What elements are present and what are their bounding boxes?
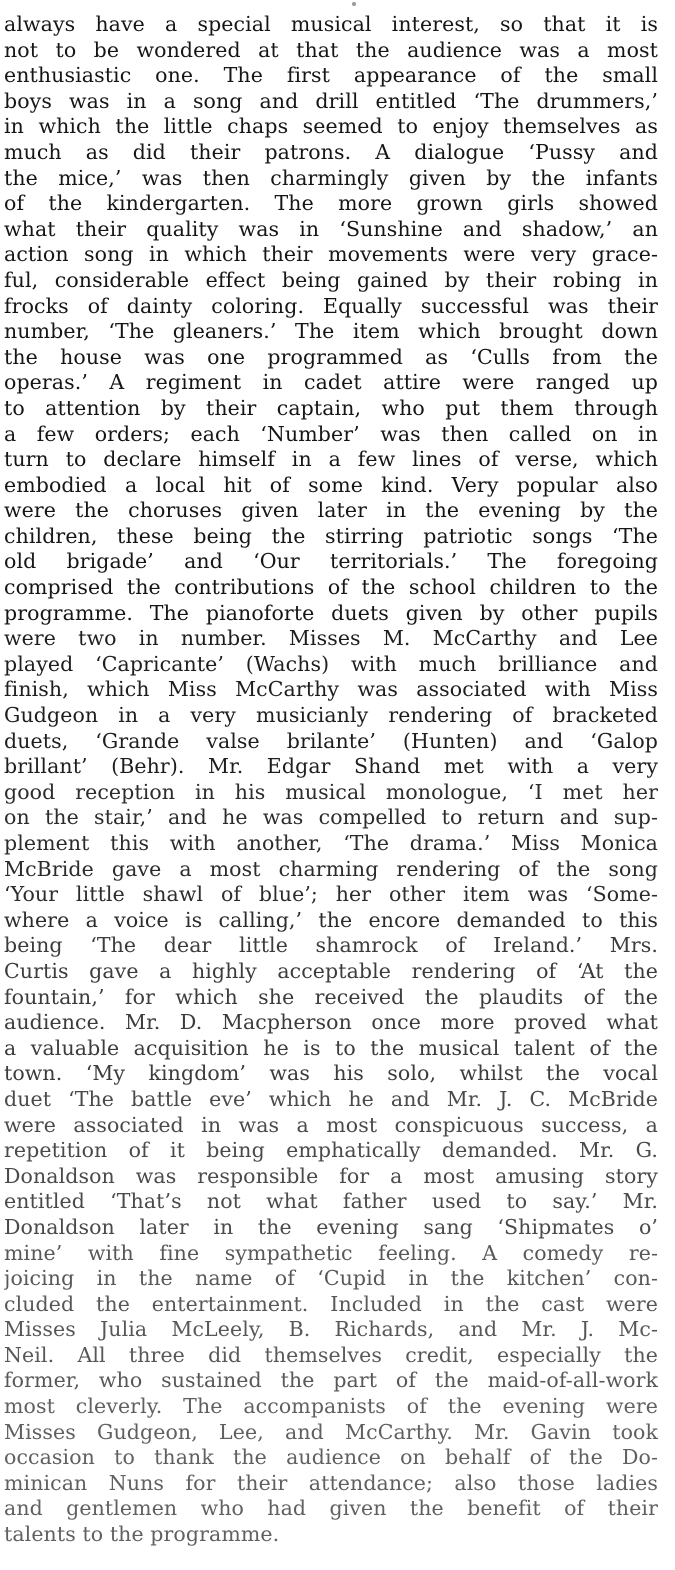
article-line: what their quality was in ‘Sunshine and shadow,’ an (4, 216, 658, 241)
article-line: duet ‘The battle eve’ which he and Mr. J. C. McBride (4, 1086, 658, 1111)
article-line: brillant’ (Behr). Mr. Edgar Shand met with a very (4, 754, 658, 779)
print-speck (352, 2, 356, 6)
article-line: were associated in was a most conspicuous success, a (4, 1112, 658, 1137)
article-line: to attention by their captain, who put them through (4, 395, 658, 420)
article-line: operas.’ A regiment in cadet attire were ranged up (4, 370, 658, 395)
article-line: duets, ‘Grande valse brilante’ (Hunten) and ‘Galop (4, 728, 658, 753)
article-line: children, these being the stirring patriotic songs ‘The (4, 523, 658, 548)
article-line: Gudgeon in a very musicianly rendering of bracketed (4, 703, 658, 728)
article-line: on the stair,’ and he was compelled to return and sup- (4, 805, 658, 830)
article-line: the house was one programmed as ‘Culls from the (4, 344, 658, 369)
article-line: old brigade’ and ‘Our territorials.’ The foregoing (4, 549, 658, 574)
article-line: entitled ‘That’s not what father used to say.’ Mr. (4, 1189, 658, 1214)
article-line: where a voice is calling,’ the encore demanded to this (4, 907, 658, 932)
article-line: audience. Mr. D. Macpherson once more proved what (4, 1010, 658, 1035)
article-line: McBride gave a most charming rendering of the song (4, 856, 658, 881)
article-line: most cleverly. The accompanists of the evening were (4, 1394, 658, 1419)
article-line: the mice,’ was then charmingly given by the infants (4, 165, 658, 190)
article-line: talents to the programme. (4, 1522, 280, 1547)
article-line: programme. The pianoforte duets given by other pupils (4, 600, 658, 625)
article-line: boys was in a song and drill entitled ‘The drummers,’ (4, 88, 658, 113)
article-line: not to be wondered at that the audience was a most (4, 37, 658, 62)
article-line: good reception in his musical monologue, ‘I met her (4, 779, 658, 804)
article-line: fountain,’ for which she received the plaudits of the (4, 984, 658, 1009)
article-line: repetition of it being emphatically demanded. Mr. G. (4, 1138, 658, 1163)
article-line: played ‘Capricante’ (Wachs) with much brilliance and (4, 651, 658, 676)
article-line: turn to declare himself in a few lines of verse, which (4, 447, 658, 472)
article-line: and gentlemen who had given the benefit of their (4, 1496, 658, 1521)
article-line: were the choruses given later in the evening by the (4, 498, 658, 523)
article-line: cluded the entertainment. Included in the cast were (4, 1291, 658, 1316)
article-line: number, ‘The gleaners.’ The item which brought down (4, 319, 658, 344)
article-line: Donaldson was responsible for a most amusing story (4, 1163, 658, 1188)
article-line: mine’ with fine sympathetic feeling. A comedy re- (4, 1240, 658, 1265)
article-column (4, 12, 658, 1548)
article-line: of the kindergarten. The more grown girls showed (4, 191, 658, 216)
article-line: always have a special musical interest, so that it is (4, 12, 658, 36)
article-line: ‘Your little shawl of blue’; her other item was ‘Some- (4, 882, 658, 907)
article-line: frocks of dainty coloring. Equally successful was their (4, 293, 658, 318)
article-line: comprised the contributions of the school children to the (4, 575, 658, 600)
article-line: joicing in the name of ‘Cupid in the kitchen’ con- (4, 1266, 658, 1291)
article-line: a valuable acquisition he is to the musical talent of the (4, 1035, 658, 1060)
article-line: former, who sustained the part of the maid-of-all-work (4, 1368, 658, 1393)
article-line: in which the little chaps seemed to enjoy themselves as (4, 114, 658, 139)
article-line: ful, considerable effect being gained by their robing in (4, 267, 658, 292)
article-line: being ‘The dear little shamrock of Ireland.’ Mrs. (4, 933, 658, 958)
article-line: Donaldson later in the evening sang ‘Shipmates o’ (4, 1214, 658, 1239)
article-line: a few orders; each ‘Number’ was then called on in (4, 421, 658, 446)
article-line: finish, which Miss McCarthy was associated with Miss (4, 677, 658, 702)
article-line: plement this with another, ‘The drama.’ Miss Monica (4, 831, 658, 855)
article-line: town. ‘My kingdom’ was his solo, whilst the vocal (4, 1061, 658, 1086)
article-line: action song in which their movements were very grace- (4, 242, 658, 267)
article-line: were two in number. Misses M. McCarthy and Lee (4, 626, 658, 651)
article-line: Neil. All three did themselves credit, especially the (4, 1342, 658, 1367)
article-line: embodied a local hit of some kind. Very popular also (4, 472, 658, 497)
article-line: much as did their patrons. A dialogue ‘Pussy and (4, 139, 658, 164)
article-line: Curtis gave a highly acceptable rendering of ‘At the (4, 958, 658, 983)
article-line: Misses Julia McLeely, B. Richards, and Mr. J. Mc- (4, 1317, 658, 1342)
article-line: minican Nuns for their attendance; also those ladies (4, 1470, 658, 1495)
article-line: Misses Gudgeon, Lee, and McCarthy. Mr. Gavin took (4, 1419, 658, 1444)
article-line: enthusiastic one. The first appearance of the small (4, 63, 658, 88)
article-line: occasion to thank the audience on behalf of the Do- (4, 1445, 658, 1470)
